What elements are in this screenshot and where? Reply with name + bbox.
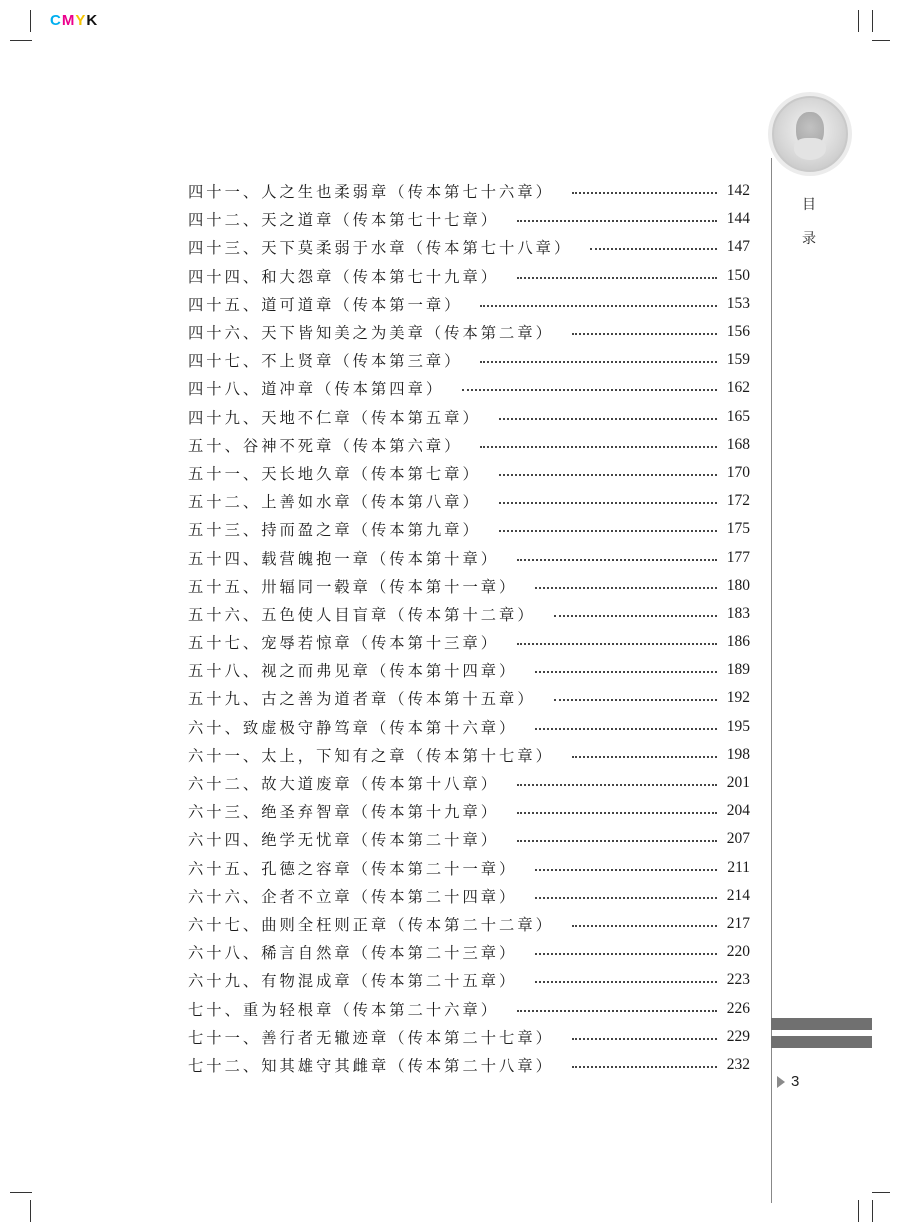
toc-entry[interactable] — [188, 403, 750, 431]
toc-entry-title: 六十六、企者不立章（传本第二十四章） — [188, 887, 518, 906]
toc-entry-page: 204 — [726, 802, 750, 820]
toc-entry-page: 147 — [726, 238, 750, 256]
cmyk-m: M — [61, 12, 76, 29]
toc-leader-dots — [517, 559, 717, 561]
toc-entry-title: 四十五、道可道章（传本第一章） — [188, 295, 463, 314]
toc-entry[interactable] — [188, 600, 750, 628]
toc-entry-title: 六十八、稀言自然章（传本第二十三章） — [188, 944, 518, 963]
toc-entry-title: 六十、致虚极守静笃章（传本第十六章） — [188, 718, 518, 737]
toc-entry-page: 183 — [726, 604, 750, 622]
toc-entry[interactable] — [188, 431, 750, 459]
toc-entry-page: 198 — [726, 745, 750, 763]
toc-entry-page: 214 — [726, 886, 750, 904]
toc-entry-title: 五十四、载营魄抱一章（传本第十章） — [188, 549, 500, 568]
toc-entry-page: 165 — [726, 407, 750, 425]
toc-leader-dots — [535, 728, 716, 730]
toc-entry-page: 162 — [726, 379, 750, 397]
toc-entry-page: 226 — [726, 999, 750, 1017]
toc-entry-title: 六十五、孔德之容章（传本第二十一章） — [188, 859, 518, 878]
toc-entry-page: 156 — [726, 323, 750, 341]
toc-entry[interactable] — [188, 741, 750, 769]
toc-entry-page: 150 — [726, 266, 750, 284]
toc-entry-page: 170 — [726, 463, 750, 481]
toc-entry-title: 四十八、道冲章（传本第四章） — [188, 380, 445, 399]
toc-entry[interactable] — [188, 459, 750, 487]
cmyk-c: C — [50, 12, 62, 29]
toc-entry[interactable] — [188, 515, 750, 543]
toc-entry-title: 四十二、天之道章（传本第七十七章） — [188, 211, 500, 230]
toc-entry-title: 四十一、人之生也柔弱章（传本第七十六章） — [188, 183, 554, 202]
toc-entry-title: 四十四、和大怨章（传本第七十九章） — [188, 267, 500, 286]
toc-entry-page: 195 — [726, 717, 750, 735]
toc-leader-dots — [535, 897, 716, 899]
toc-entry[interactable] — [188, 910, 750, 938]
toc-entry[interactable] — [188, 374, 750, 402]
toc-entry-title: 五十五、卅辐同一毂章（传本第十一章） — [188, 577, 518, 596]
toc-entry[interactable] — [188, 797, 750, 825]
toc-leader-dots — [517, 277, 717, 279]
toc-leader-dots — [499, 502, 717, 504]
toc-entry-page: 207 — [726, 830, 750, 848]
toc-entry-page: 153 — [726, 294, 750, 312]
toc-leader-dots — [480, 305, 716, 307]
toc-entry-page: 229 — [726, 1027, 750, 1045]
crop-mark — [10, 1192, 32, 1193]
page-number — [777, 1073, 799, 1090]
toc-entry-page: 175 — [726, 520, 750, 538]
toc-leader-dots — [517, 840, 717, 842]
toc-entry[interactable] — [188, 543, 750, 571]
table-of-contents — [188, 177, 750, 1079]
toc-entry-title: 七十二、知其雄守其雌章（传本第二十八章） — [188, 1056, 554, 1075]
toc-leader-dots — [554, 615, 717, 617]
crop-mark — [858, 1200, 859, 1222]
toc-entry[interactable] — [188, 882, 750, 910]
crop-mark — [10, 40, 32, 41]
toc-entry[interactable] — [188, 966, 750, 994]
toc-leader-dots — [535, 587, 716, 589]
toc-entry[interactable] — [188, 769, 750, 797]
toc-entry-title: 六十九、有物混成章（传本第二十五章） — [188, 972, 518, 991]
toc-entry[interactable] — [188, 994, 750, 1022]
crop-mark — [858, 10, 859, 32]
toc-entry-title: 七十一、善行者无辙迹章（传本第二十七章） — [188, 1028, 554, 1047]
toc-leader-dots — [535, 671, 716, 673]
sidebar-bar — [771, 1036, 872, 1048]
toc-entry-page: 211 — [727, 858, 750, 876]
toc-leader-dots — [572, 192, 717, 194]
toc-entry-page: 189 — [726, 661, 750, 679]
sidebar-title — [801, 188, 817, 256]
toc-entry[interactable] — [188, 628, 750, 656]
toc-entry-title: 五十二、上善如水章（传本第八章） — [188, 493, 481, 512]
toc-entry[interactable] — [188, 487, 750, 515]
toc-entry-title: 五十八、视之而弗见章（传本第十四章） — [188, 662, 518, 681]
toc-entry-page: 180 — [726, 576, 750, 594]
toc-entry-page: 159 — [726, 351, 750, 369]
toc-leader-dots — [572, 756, 717, 758]
cmyk-y: Y — [75, 12, 87, 29]
toc-entry-page: 232 — [726, 1055, 750, 1073]
toc-entry-title: 六十三、绝圣弃智章（传本第十九章） — [188, 803, 500, 822]
toc-entry[interactable] — [188, 318, 750, 346]
toc-entry-title: 四十七、不上贤章（传本第三章） — [188, 352, 463, 371]
crop-mark — [872, 1200, 873, 1222]
toc-entry-page: 144 — [726, 210, 750, 228]
sidebar-title-char: 录 — [802, 231, 816, 247]
toc-entry[interactable] — [188, 572, 750, 600]
toc-entry-title: 七十、重为轻根章（传本第二十六章） — [188, 1000, 500, 1019]
toc-entry[interactable] — [188, 177, 750, 205]
toc-entry-page: 186 — [726, 633, 750, 651]
toc-entry-title: 五十一、天长地久章（传本第七章） — [188, 464, 481, 483]
toc-entry-page: 223 — [726, 971, 750, 989]
toc-entry-page: 192 — [726, 689, 750, 707]
toc-entry[interactable] — [188, 854, 750, 882]
toc-entry-title: 五十九、古之善为道者章（传本第十五章） — [188, 690, 536, 709]
toc-entry-page: 177 — [726, 548, 750, 566]
toc-leader-dots — [517, 784, 717, 786]
toc-entry-page: 142 — [726, 182, 750, 200]
toc-entry[interactable] — [188, 290, 750, 318]
toc-entry-title: 四十九、天地不仁章（传本第五章） — [188, 408, 481, 427]
toc-entry-page: 172 — [726, 492, 750, 510]
triangle-icon — [777, 1076, 785, 1088]
toc-leader-dots — [535, 953, 716, 955]
toc-leader-dots — [517, 643, 717, 645]
toc-entry[interactable] — [188, 205, 750, 233]
toc-leader-dots — [499, 530, 717, 532]
toc-leader-dots — [535, 869, 717, 871]
toc-entry-title: 四十六、天下皆知美之为美章（传本第二章） — [188, 324, 554, 343]
toc-entry[interactable] — [188, 1051, 750, 1079]
toc-leader-dots — [572, 1038, 717, 1040]
crop-mark — [872, 10, 873, 32]
toc-leader-dots — [517, 220, 717, 222]
portrait-beard — [794, 138, 826, 160]
toc-entry-title: 六十二、故大道废章（传本第十八章） — [188, 775, 500, 794]
toc-leader-dots — [572, 1066, 717, 1068]
toc-entry-title: 六十一、太上，下知有之章（传本第十七章） — [188, 746, 554, 765]
toc-leader-dots — [480, 446, 716, 448]
toc-entry-title: 四十三、天下莫柔弱于水章（传本第七十八章） — [188, 239, 573, 258]
toc-entry[interactable] — [188, 233, 750, 261]
toc-entry[interactable] — [188, 656, 750, 684]
sidebar-title-char: 目 — [802, 197, 816, 213]
toc-entry-title: 五十七、宠辱若惊章（传本第十三章） — [188, 634, 500, 653]
toc-leader-dots — [499, 418, 717, 420]
toc-entry[interactable] — [188, 938, 750, 966]
toc-entry[interactable] — [188, 1023, 750, 1051]
toc-entry[interactable] — [188, 713, 750, 741]
page-number-text: 3 — [791, 1073, 800, 1090]
portrait-icon — [772, 96, 848, 172]
sidebar-bar — [771, 1018, 872, 1030]
toc-entry-title: 五十六、五色使人目盲章（传本第十二章） — [188, 605, 536, 624]
toc-entry[interactable] — [188, 262, 750, 290]
toc-leader-dots — [572, 925, 717, 927]
toc-entry-page: 168 — [726, 435, 750, 453]
toc-leader-dots — [590, 248, 717, 250]
crop-mark — [30, 10, 31, 32]
toc-entry[interactable] — [188, 825, 750, 853]
toc-entry-title: 五十、谷神不死章（传本第六章） — [188, 436, 463, 455]
toc-entry[interactable] — [188, 684, 750, 712]
toc-leader-dots — [462, 389, 717, 391]
toc-entry[interactable] — [188, 346, 750, 374]
toc-entry-title: 五十三、持而盈之章（传本第九章） — [188, 521, 481, 540]
toc-leader-dots — [572, 333, 717, 335]
toc-leader-dots — [554, 699, 717, 701]
toc-entry-page: 220 — [726, 943, 750, 961]
toc-entry-page: 201 — [726, 774, 750, 792]
toc-entry-title: 六十七、曲则全枉则正章（传本第二十二章） — [188, 915, 554, 934]
toc-leader-dots — [517, 1010, 717, 1012]
toc-leader-dots — [480, 361, 716, 363]
crop-mark — [30, 1200, 31, 1222]
cmyk-k: K — [86, 12, 99, 29]
toc-leader-dots — [517, 812, 717, 814]
toc-leader-dots — [535, 981, 716, 983]
crop-mark — [872, 40, 890, 41]
cmyk-mark — [50, 12, 98, 29]
crop-mark — [872, 1192, 890, 1193]
toc-entry-title: 六十四、绝学无忧章（传本第二十章） — [188, 831, 500, 850]
toc-leader-dots — [499, 474, 717, 476]
toc-entry-page: 217 — [726, 914, 750, 932]
